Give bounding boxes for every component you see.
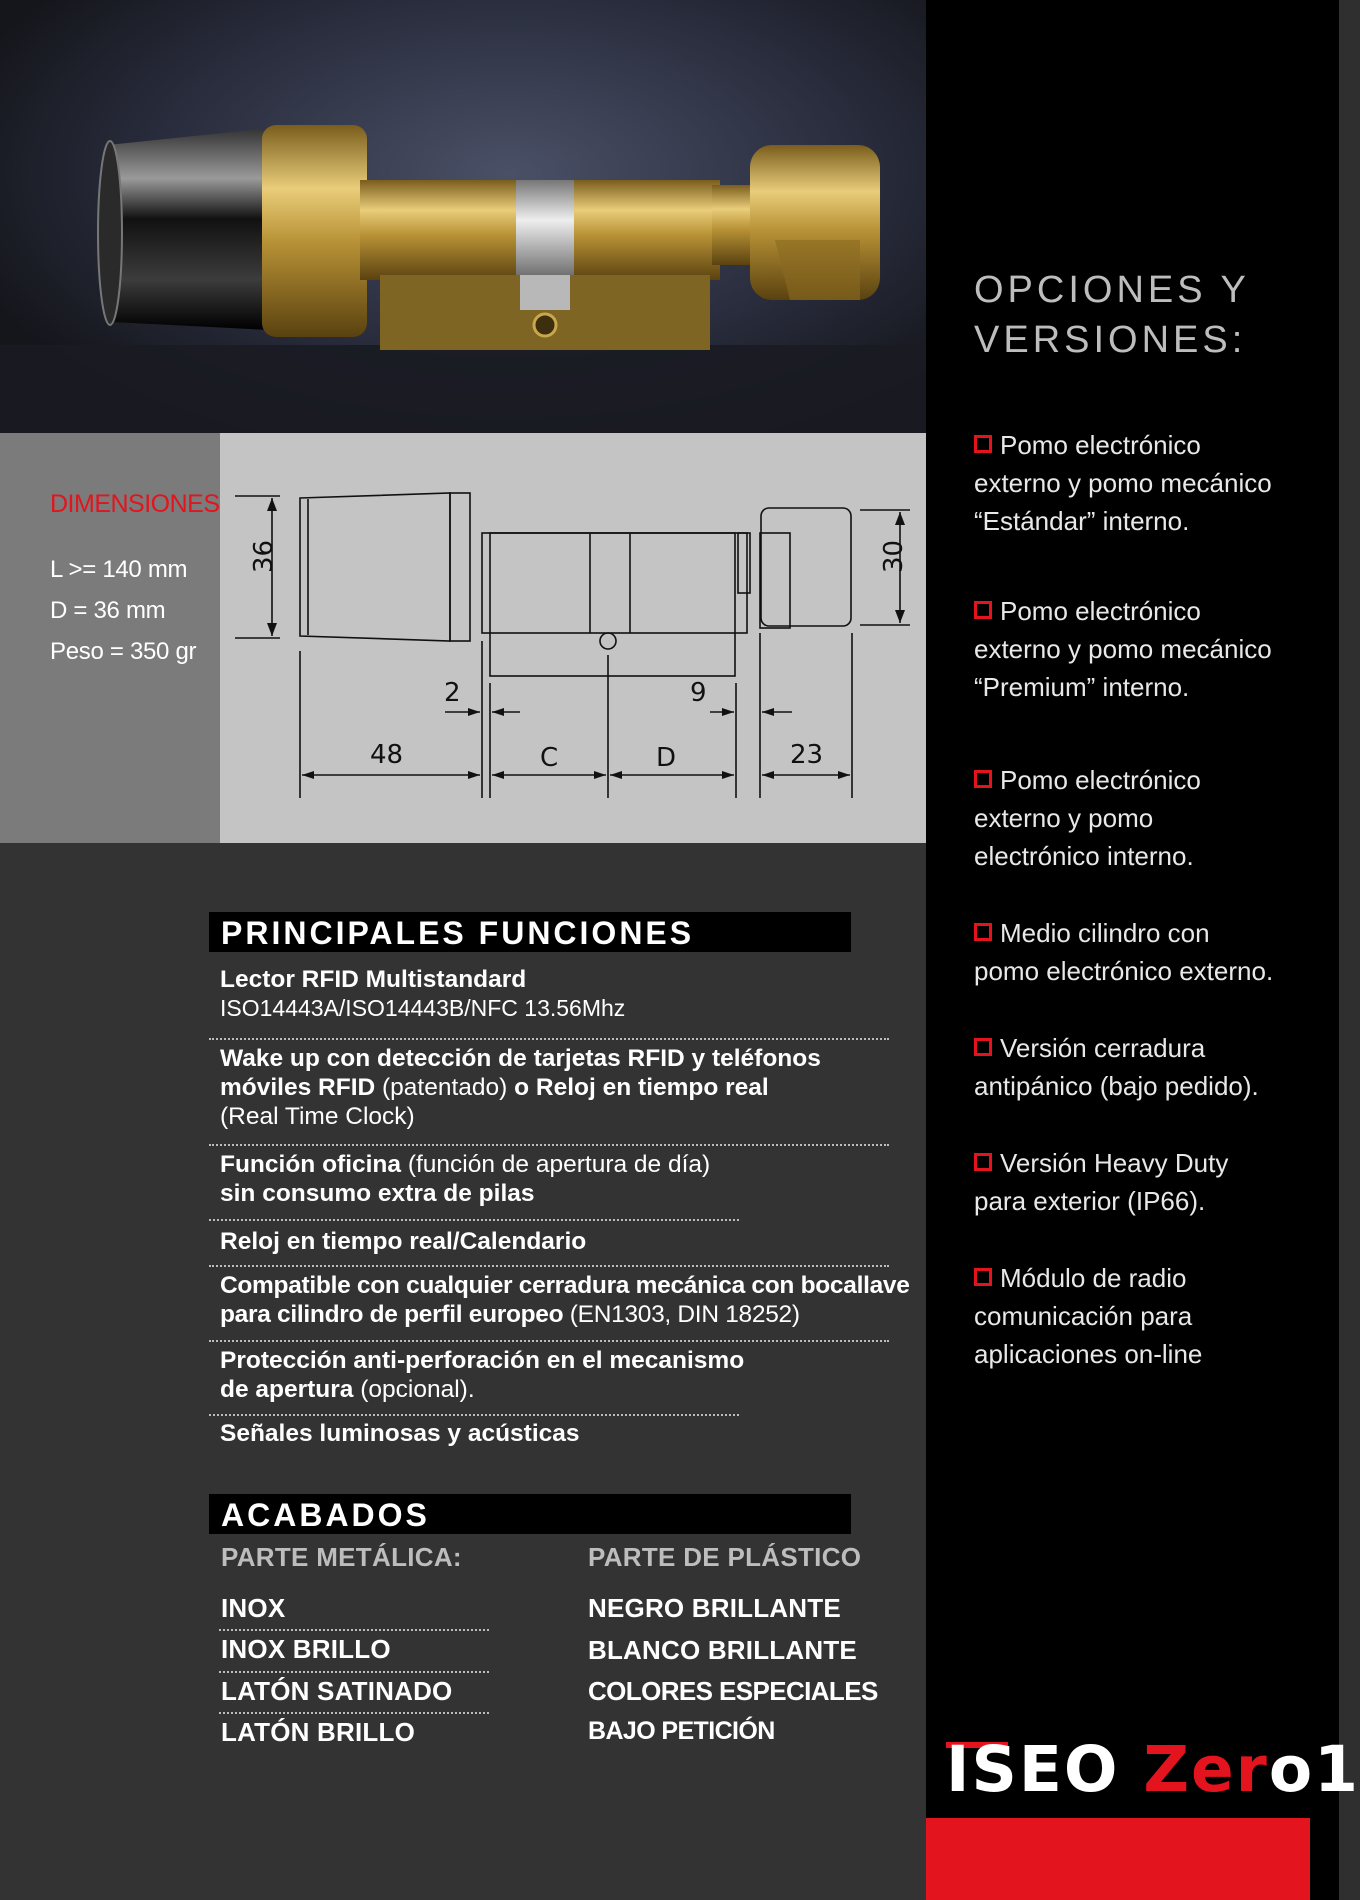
square-bullet-icon [974,435,992,453]
option-item: Módulo de radio comunicación para aplicaciones on-line [974,1263,1203,1369]
spec-length: L >= 140 mm [50,556,188,583]
square-bullet-icon [974,1268,992,1286]
function-item-signals: Señales luminosas y acústicas [220,1420,580,1447]
brand-red-block [926,1818,1310,1900]
finish-metal-item: INOX BRILLO [221,1634,391,1664]
function-item-clock: Reloj en tiempo real/Calendario [220,1228,587,1255]
dimensions-specs [0,433,220,843]
options-title: OPCIONES Y VERSIONES: [974,269,1250,361]
square-bullet-icon [974,770,992,788]
divider [209,1414,739,1416]
dim-label-d: D [656,743,677,773]
finish-metal-item: INOX [221,1593,286,1623]
function-item-antidrill: Protección anti-perforación en el mecanismo de apertura (opcional). [220,1347,745,1403]
divider [219,1629,489,1631]
technical-drawing [220,433,926,843]
dim-label-36: 36 [249,539,279,573]
spec-diameter: D = 36 mm [50,597,166,624]
option-item: Pomo electrónico externo y pomo electrónico interno. [974,765,1201,871]
dim-label-23: 23 [790,740,824,770]
finish-plastic-item: NEGRO BRILLANTE [588,1593,841,1623]
dim-label-2: 2 [444,678,461,708]
metal-header: PARTE METÁLICA: [221,1542,462,1572]
finish-plastic-item: BAJO PETICIÓN [588,1717,775,1745]
square-bullet-icon [974,1038,992,1056]
finish-plastic-item: COLORES ESPECIALES [588,1676,878,1706]
divider [219,1671,489,1673]
finish-metal-item: LATÓN SATINADO [221,1676,453,1706]
dimensions-title: DIMENSIONES [50,490,220,518]
function-item-rfid: Lector RFID Multistandard ISO14443A/ISO14443B/NFC 13.56Mhz [220,966,626,1021]
finish-metal-item: LATÓN BRILLO [221,1717,415,1747]
function-item-office: Función oficina (función de apertura de día) sin consumo extra de pilas [220,1151,711,1207]
functions-header [209,912,851,952]
finishes-title: ACABADOS [221,1497,430,1533]
divider [219,1712,489,1714]
function-item-wakeup: Wake up con detección de tarjetas RFID y teléfonos móviles RFID (patentado) o Reloj en tiempo real (Real Time Clock) [220,1045,821,1130]
dim-label-30: 30 [879,539,909,573]
finishes-header [209,1494,851,1534]
right-column [926,0,1339,1900]
functions-title: PRINCIPALES FUNCIONES [221,915,695,951]
divider [209,1265,889,1267]
divider [209,1219,739,1221]
iseo-zero1-logo: ISEO Zero1 [946,1733,1360,1806]
dimensions-panel [0,433,926,843]
divider [209,1340,889,1342]
dim-label-c: C [540,743,559,773]
function-item-compatible: Compatible con cualquier cerradura mecánica con bocallave para cilindro de perfil europeo (EN1303, DIN 18252) [220,1272,910,1328]
option-item: Versión cerradura antipánico (bajo pedido). [974,1033,1259,1101]
option-item: Pomo electrónico externo y pomo mecánico “Estándar” interno. [974,430,1272,536]
option-item: Versión Heavy Duty para exterior (IP66). [974,1148,1229,1216]
divider [209,1038,889,1040]
divider [209,1144,889,1146]
square-bullet-icon [974,923,992,941]
square-bullet-icon [974,601,992,619]
dim-label-9: 9 [690,678,707,708]
cylinder-illustration [0,0,926,433]
dim-label-48: 48 [370,740,404,770]
option-item: Pomo electrónico externo y pomo mecánico “Premium” interno. [974,596,1272,702]
square-bullet-icon [974,1153,992,1171]
plastic-header: PARTE DE PLÁSTICO [588,1542,862,1572]
option-item: Medio cilindro con pomo electrónico externo. [974,918,1274,986]
product-photo [0,0,926,433]
finish-plastic-item: BLANCO BRILLANTE [588,1635,857,1665]
spec-weight: Peso = 350 gr [50,638,197,665]
